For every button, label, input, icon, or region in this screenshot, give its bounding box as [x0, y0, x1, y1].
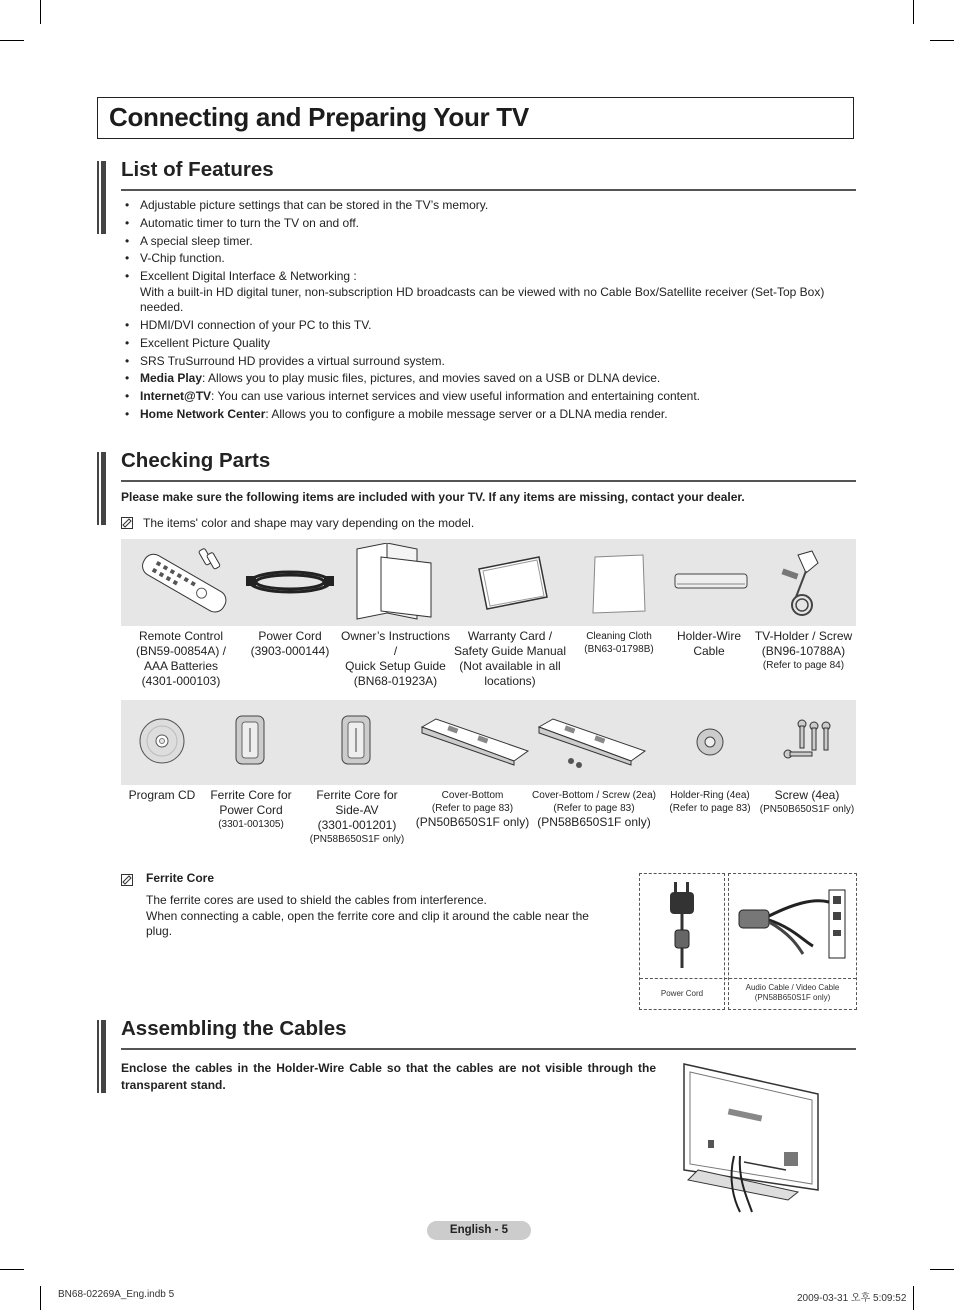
feature-item: • HDMI/DVI connection of your PC to this TV. [124, 318, 844, 334]
cable-divider [640, 978, 856, 979]
parts-notice: Please make sure the following items are included with your TV. If any items are missing, contact your dealer. [121, 490, 745, 504]
page-title: Connecting and Preparing Your TV [109, 102, 529, 132]
holder-wire-icon [673, 570, 749, 594]
feature-subtext: With a built-in HD digital tuner, non-subscription HD broadcasts can be viewed with no Cable Box/Satellite receiver (Set-Top Box) needed. [140, 284, 825, 315]
holder-ring-icon [694, 726, 726, 758]
memo-icon [121, 874, 133, 886]
part-label: TV-Holder / Screw (BN96-10788A) (Refer to page 84) [754, 629, 853, 671]
section-bar [97, 1020, 106, 1093]
feature-item: • Excellent Picture Quality [124, 336, 844, 352]
feature-item: • Home Network Center: Allows you to configure a mobile message server or a DLNA media render. [124, 407, 844, 423]
assemble-instructions: Enclose the cables in the Holder-Wire Cable so that the cables are not visible through the transparent stand. [121, 1061, 656, 1092]
page-number-badge: English - 5 [427, 1221, 531, 1240]
part-label: Screw (4ea) (PN50B650S1F only) [759, 788, 855, 815]
feature-lead: Home Network Center [140, 406, 266, 421]
crop-mark [930, 40, 954, 41]
part-label: Ferrite Core for Power Cord (3301-001305) [210, 788, 292, 830]
crop-mark [913, 0, 914, 24]
section-rule [121, 1048, 856, 1050]
feature-item: • Excellent Digital Interface & Networking : With a built-in HD digital tuner, non-subscription HD broadcasts can be viewed with no Cable Box/Satellite receiver (Set-Top Box) needed. [124, 269, 844, 316]
part-label: Holder-Ring (4ea) (Refer to page 83) [669, 790, 751, 814]
tv-rear-illustration [678, 1060, 824, 1216]
crop-mark [0, 40, 24, 41]
feature-item: • SRS TruSurround HD provides a virtual surround system. [124, 354, 844, 370]
feature-item: • Media Play: Allows you to play music files, pictures, and movies saved on a USB or DLNA device. [124, 371, 844, 387]
cover-bottom-screw-icon [535, 715, 647, 771]
cable-caption-av: Audio Cable / Video Cable (PN58B650S1F only) [745, 983, 840, 1002]
feature-item: • Adjustable picture settings that can be stored in the TV’s memory. [124, 198, 844, 214]
power-cord-plug-icon [664, 878, 700, 970]
part-label: Cover-Bottom / Screw (2ea) (Refer to page 83) (PN58B650S1F only) [532, 790, 656, 829]
feature-lead: Media Play [140, 371, 203, 386]
section-bar [97, 452, 106, 525]
screw-icon [780, 716, 836, 770]
part-label: Cleaning Cloth (BN63-01798B) [584, 631, 654, 655]
ferrite-text: The ferrite cores are used to shield the cables from interference. When connecting a cable, open the ferrite core and clip it around the cable near the plug. [146, 893, 589, 938]
cloth-icon [591, 553, 647, 615]
part-label: Owner’s Instructions / Quick Setup Guide (BN68-01923A) [341, 629, 450, 688]
av-cable-icon [733, 884, 851, 964]
manual-icon [355, 543, 435, 621]
cover-bottom-icon [418, 715, 530, 767]
part-label: Ferrite Core for Side-AV (3301-001201) (PN58B650S1F only) [309, 788, 405, 845]
feature-item: • Automatic timer to turn the TV on and off. [124, 216, 844, 232]
cable-caption-power: Power Cord [660, 989, 704, 998]
section-rule [121, 480, 856, 482]
section-title-features: List of Features [121, 158, 274, 181]
section-bar [97, 161, 106, 234]
part-label: Cover-Bottom (Refer to page 83) (PN50B650S1F only) [415, 790, 530, 829]
part-label: Warranty Card / Safety Guide Manual (Not available in all locations) [453, 629, 567, 688]
feature-item: • Internet@TV: You can use various internet services and view useful information and entertaining content. [124, 389, 844, 405]
remote-icon [130, 543, 234, 623]
print-timestamp: 2009-03-31 오후 5:09:52 [797, 1293, 907, 1304]
crop-mark [40, 0, 41, 24]
memo-icon [121, 517, 133, 529]
section-title-checking: Checking Parts [121, 449, 271, 472]
part-label: Power Cord (3903-000144) [250, 629, 330, 658]
feature-lead: Internet@TV [140, 389, 212, 404]
file-info: BN68-02269A_Eng.indb 5 [58, 1289, 175, 1300]
ferrite-title: Ferrite Core [146, 871, 215, 885]
feature-item: • A special sleep timer. [124, 234, 844, 250]
card-icon [477, 555, 549, 611]
ferrite-core-icon [338, 712, 374, 768]
ferrite-core-icon [232, 712, 268, 768]
crop-mark [40, 1286, 41, 1310]
feature-item: • V-Chip function. [124, 251, 844, 267]
crop-mark [913, 1286, 914, 1310]
part-label: Program CD [128, 788, 196, 802]
section-title-assembling: Assembling the Cables [121, 1017, 347, 1040]
part-label: Holder-Wire Cable [676, 629, 741, 658]
crop-mark [930, 1269, 954, 1270]
section-rule [121, 189, 856, 191]
features-list [124, 198, 844, 425]
page-title-box [97, 97, 854, 139]
cd-icon [138, 717, 186, 765]
tv-holder-icon [778, 549, 832, 619]
crop-mark [0, 1269, 24, 1270]
parts-note: The items' color and shape may vary depending on the model. [121, 516, 474, 530]
power-cord-icon [244, 560, 336, 604]
part-label: Remote Control (BN59-00854A) / AAA Batteries (4301-000103) [135, 629, 227, 688]
